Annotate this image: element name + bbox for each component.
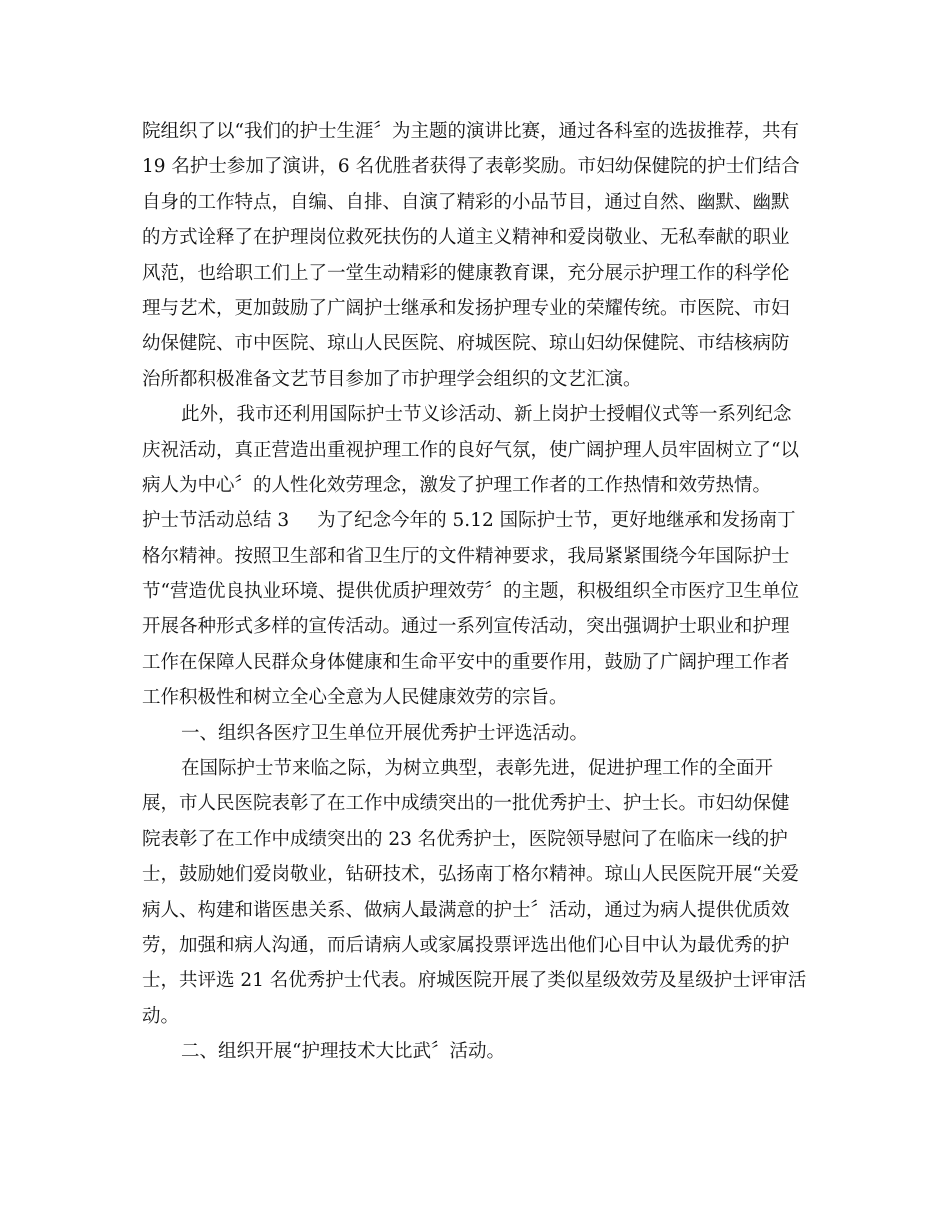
text-line: 病人为中心〞的人性化效劳理念，激发了护理工作者的工作热情和效劳热情。	[142, 474, 772, 496]
text-line: 展，市人民医院表彰了在工作中成绩突出的一批优秀护士、护士长。市妇幼保健	[142, 793, 790, 815]
text-line: 节“营造优良执业环境、提供优质护理效劳〞的主题，积极组织全市医疗卫生单位	[142, 581, 799, 603]
text-line: 院表彰了在工作中成绩突出的 23 名优秀护士，医院领导慰问了在临床一线的护	[142, 828, 788, 850]
text-line: 的方式诠释了在护理岗位救死扶伤的人道主义精神和爱岗敬业、无私奉献的职业	[142, 227, 790, 249]
text-line: 治所都积极准备文艺节目参加了市护理学会组织的文艺汇演。	[142, 368, 642, 390]
text-line: 格尔精神。按照卫生部和省卫生厅的文件精神要求，我局紧紧围绕今年国际护士	[142, 545, 790, 567]
text-line: 风范，也给职工们上了一堂生动精彩的健康教育课，充分展示护理工作的科学伦	[142, 262, 790, 284]
subheading-1: 一、组织各医疗卫生单位开展优秀护士评选活动。	[181, 722, 589, 744]
section-heading: 护士节活动总结 3	[142, 510, 290, 532]
document-body	[142, 114, 812, 1070]
text-line: 19 名护士参加了演讲，6 名优胜者获得了表彰奖励。市妇幼保健院的护士们结合	[142, 156, 800, 178]
section-heading-line	[142, 503, 812, 538]
text-line: 工作积极性和树立全心全意为人民健康效劳的宗旨。	[142, 687, 568, 709]
text-line: 工作在保障人民群众身体健康和生命平安中的重要作用，鼓励了广阔护理工作者	[142, 651, 790, 673]
text-line: 幼保健院、市中医院、琼山人民医院、府城医院、琼山妇幼保健院、市结核病防	[142, 333, 790, 355]
text-line: 开展各种形式多样的宣传活动。通过一系列宣传活动，突出强调护士职业和护理	[142, 616, 790, 638]
text-line: 劳，加强和病人沟通，而后请病人或家属投票评选出他们心目中认为最优秀的护	[142, 934, 790, 956]
text-line: 理与艺术，更加鼓励了广阔护士继承和发扬护理专业的荣耀传统。市医院、市妇	[142, 297, 790, 319]
text-line: 士，鼓励她们爱岗敬业，钻研技术，弘扬南丁格尔精神。琼山人民医院开展“关爱	[142, 864, 799, 886]
text-line: 庆祝活动，真正营造出重视护理工作的良好气氛，使广阔护理人员牢固树立了“以	[142, 439, 799, 461]
paragraph-first-line: 在国际护士节来临之际，为树立典型，表彰先进，促进护理工作的全面开	[181, 758, 774, 780]
subheading-2: 二、组织开展“护理技术大比武〞活动。	[181, 1041, 505, 1063]
text-line: 自身的工作特点，自编、自排、自演了精彩的小品节目，通过自然、幽默、幽默	[142, 191, 790, 213]
section-first-line: 为了纪念今年的 5.12 国际护士节，更好地继承和发扬南丁	[317, 510, 796, 532]
text-line: 院组织了以“我们的护士生涯〞为主题的演讲比赛，通过各科室的选拔推荐，共有	[142, 121, 799, 142]
text-line: 士，共评选 21 名优秀护士代表。府城医院开展了类似星级效劳及星级护士评审活	[142, 970, 807, 992]
text-line: 病人、构建和谐医患关系、做病人最满意的护士〞活动，通过为病人提供优质效	[142, 899, 790, 921]
paragraph-first-line: 此外，我市还利用国际护士节义诊活动、新上岗护士授帽仪式等一系列纪念	[181, 404, 792, 426]
text-line: 动。	[142, 1005, 180, 1027]
